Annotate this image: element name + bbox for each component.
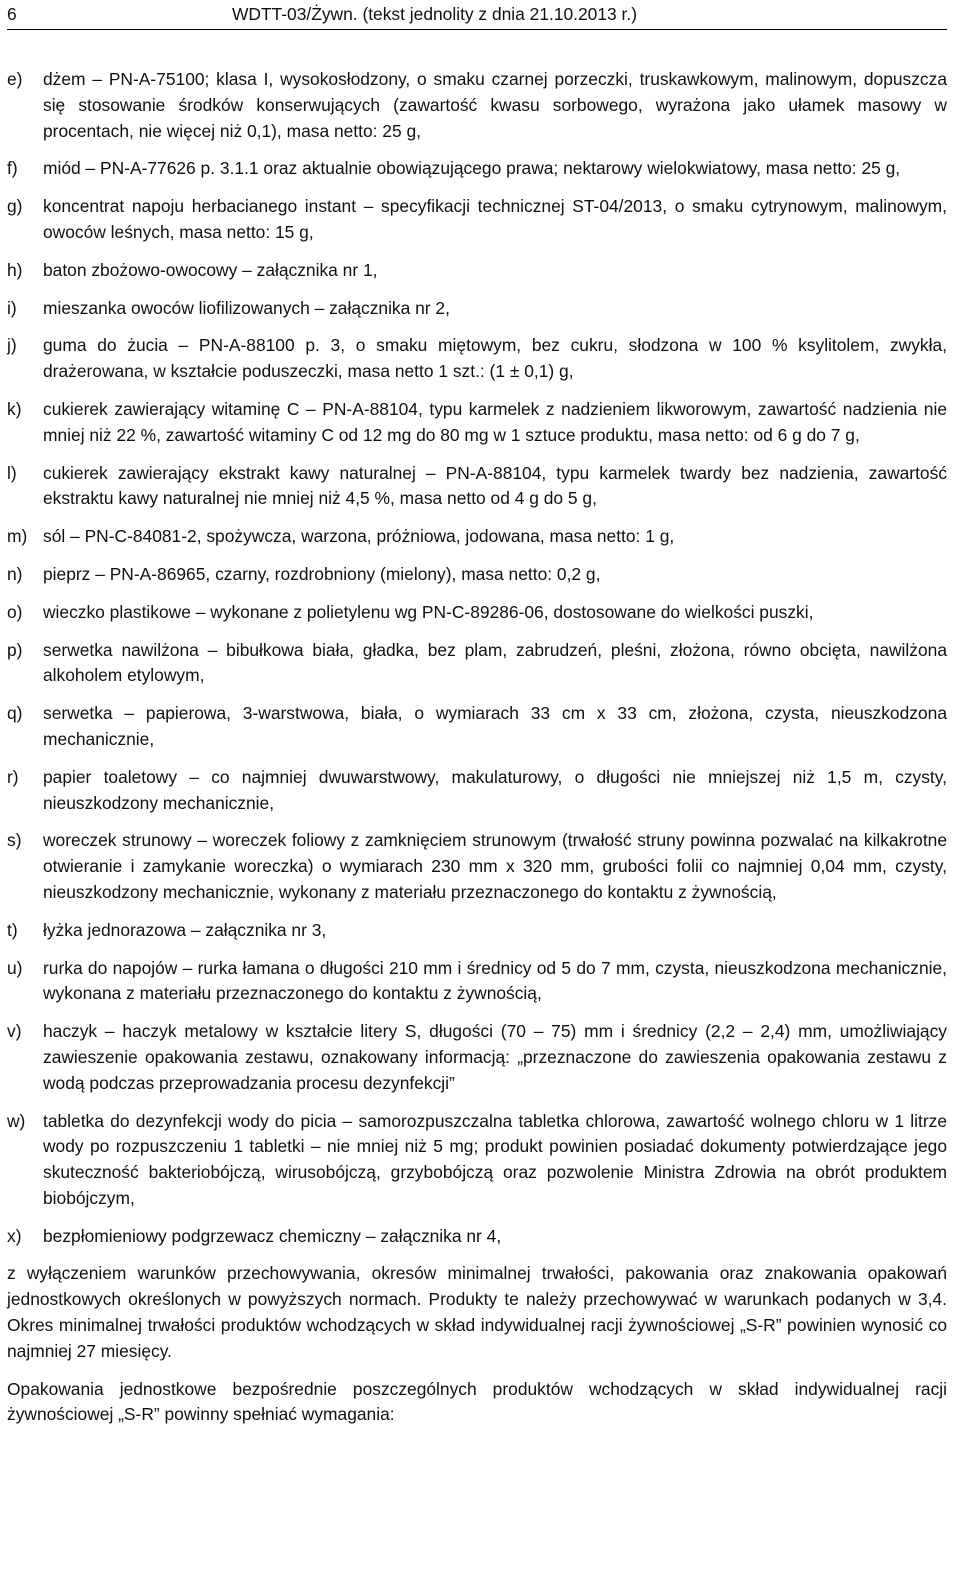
item-letter: q) [7, 703, 23, 724]
item-letter: j) [7, 335, 17, 356]
item-text: bezpłomieniowy podgrzewacz chemiczny – załącznika nr 4, [43, 1225, 502, 1246]
item-text: haczyk – haczyk metalowy w kształcie litery S, długości (70 – 75) mm i średnicy (2,2 – 2,4) mm, umożliwiający zawieszenie opakowania zestawu, oznakowany informacją: „przeznaczone do zawieszenia opakowania zestawu z wodą podczas przeprowadzania procesu dezynfekcji” [43, 1021, 947, 1093]
page-number: 6 [7, 4, 17, 24]
item-text: koncentrat napoju herbacianego instant – specyfikacji technicznej ST-04/2013, o smaku cytrynowym, malinowym, owoców leśnych, masa netto: 15 g, [43, 196, 947, 242]
list-item-n [7, 562, 947, 588]
item-letter: h) [7, 259, 23, 280]
item-text: pieprz – PN-A-86965, czarny, rozdrobniony (mielony), masa netto: 0,2 g, [43, 563, 601, 584]
list-item-k [7, 397, 947, 449]
item-text: cukierek zawierający witaminę C – PN-A-88104, typu karmelek z nadzieniem likworowym, zawartość nadzienia nie mniej niż 22 %, zawartość witaminy C od 12 mg do 80 mg w 1 sztuce produktu, masa netto: od 6 g do 7 g, [43, 398, 947, 445]
item-text: mieszanka owoców liofilizowanych – załącznika nr 2, [43, 297, 450, 318]
list-item-m [7, 524, 947, 550]
storage-paragraph: z wyłączeniem warunków przechowywania, okresów minimalnej trwałości, pakowania oraz znakowania opakowań jednostkowych określonych w powyższych normach. Produkty te należy przechowywać w warunkach podanych w 3,4. Okres minimalnej trwałości produktów wchodzących w skład indywidualnej racji żywnościowej „S-R” powinien wynosić co najmniej 27 miesięcy. [7, 1263, 947, 1361]
list-item-u [7, 956, 947, 1008]
item-letter: f) [7, 158, 18, 179]
item-text: serwetka nawilżona – bibułkowa biała, gładka, bez plam, zabrudzeń, pleśni, złożona, równo obcięta, nawilżona alkoholem etylowym, [43, 639, 947, 686]
item-letter: e) [7, 69, 23, 89]
item-letter: p) [7, 639, 23, 660]
list-item-s [7, 828, 947, 905]
item-letter: t) [7, 919, 18, 940]
item-letter: m) [7, 526, 28, 547]
item-text: miód – PN-A-77626 p. 3.1.1 oraz aktualnie obowiązującego prawa; nektarowy wielokwiatowy, masa netto: 25 g, [43, 158, 901, 179]
item-text: cukierek zawierający ekstrakt kawy naturalnej – PN-A-88104, typu karmelek twardy bez nadzienia, zawartość ekstraktu kawy naturalnej nie mniej niż 4,5 %, masa netto od 4 g do 5 g, [43, 462, 947, 509]
list-item-g [7, 194, 947, 246]
page-header [7, 0, 947, 30]
item-letter: l) [7, 462, 17, 483]
list-item-w [7, 1109, 947, 1212]
item-text: wieczko plastikowe – wykonane z polietylenu wg PN-C-89286-06, dostosowane do wielkości puszki, [43, 601, 814, 622]
item-text: rurka do napojów – rurka łamana o długości 210 mm i średnicy od 5 do 7 mm, czysta, nieuszkodzona mechanicznie, wykonana z materiału przeznaczonego do kontaktu z żywnością, [43, 957, 947, 1004]
item-letter: w) [7, 1110, 26, 1131]
list-item-p [7, 638, 947, 690]
document-title: WDTT-03/Żywn. (tekst jednolity z dnia 21.10.2013 r.) [232, 4, 637, 24]
list-item-j [7, 333, 947, 385]
item-letter: u) [7, 957, 23, 978]
list-item-o [7, 600, 947, 626]
item-letter: s) [7, 830, 22, 851]
item-text: guma do żucia – PN-A-88100 p. 3, o smaku miętowym, bez cukru, słodzona w 100 % ksylitolem, zwykła, drażerowana, w kształcie poduszeczki, masa netto 1 szt.: (1 ± 0,1) g, [43, 335, 947, 382]
item-letter: g) [7, 196, 23, 217]
list-item-f [7, 156, 947, 182]
item-letter: n) [7, 563, 23, 584]
item-text: baton zbożowo-owocowy – załącznika nr 1, [43, 259, 378, 280]
list-item-l [7, 461, 947, 513]
list-item-v [7, 1019, 947, 1096]
item-text: łyżka jednorazowa – załącznika nr 3, [43, 919, 327, 940]
item-text: woreczek strunowy – woreczek foliowy z zamknięciem strunowym (trwałość struny powinna pozwalać na kilkakrotne otwieranie i zamykanie woreczka) o wymiarach 230 mm x 320 mm, grubości folii co najmniej 0,04 mm, czysty, nieuszkodzony mechanicznie, wykonany z materiału przeznaczonego do kontaktu z żywnością, [43, 830, 947, 902]
document-page [7, 0, 947, 1440]
list-item-i [7, 296, 947, 322]
list-item-h [7, 258, 947, 284]
list-item-q [7, 701, 947, 753]
item-letter: o) [7, 601, 23, 622]
item-letter: i) [7, 297, 17, 318]
list-item-x [7, 1224, 947, 1250]
item-letter: x) [7, 1225, 22, 1246]
item-text: sól – PN-C-84081-2, spożywcza, warzona, próżniowa, jodowana, masa netto: 1 g, [43, 526, 675, 547]
item-letter: k) [7, 398, 22, 419]
list-item-r [7, 765, 947, 817]
list-item-e [7, 67, 947, 144]
packaging-paragraph: Opakowania jednostkowe bezpośrednie poszczególnych produktów wchodzących w skład indywidualnej racji żywnościowej „S-R” powinny spełniać wymagania: [7, 1378, 947, 1425]
item-text: dżem – PN-A-75100; klasa I, wysokosłodzony, o smaku czarnej porzeczki, truskawkowym, malinowym, dopuszcza się stosowanie środków konserwujących (zawartość kwasu sorbowego, wyrażona jako ułamek masowy w procentach, nie więcej niż 0,1), masa netto: 25 g, [43, 69, 947, 141]
item-text: tabletka do dezynfekcji wody do picia – samorozpuszczalna tabletka chlorowa, zawartość wolnego chloru w 1 litrze wody po rozpuszczeniu 1 tabletki – nie mniej niż 5 mg; produkt powinien posiadać dokumenty potwierdzające jego skuteczność bakteriobójczą, wirusobójczą, grzybobójczą oraz pozwolenie Ministra Zdrowia na obrót produktem biobójczym, [43, 1110, 947, 1208]
item-list [7, 67, 947, 1249]
item-letter: v) [7, 1021, 22, 1042]
item-letter: r) [7, 766, 19, 787]
list-item-t [7, 918, 947, 944]
item-text: serwetka – papierowa, 3-warstwowa, biała, o wymiarach 33 cm x 33 cm, złożona, czysta, nieuszkodzona mechanicznie, [43, 703, 947, 749]
item-text: papier toaletowy – co najmniej dwuwarstwowy, makulaturowy, o długości nie mniejszej niż 1,5 m, czysty, nieuszkodzony mechanicznie, [43, 766, 947, 813]
